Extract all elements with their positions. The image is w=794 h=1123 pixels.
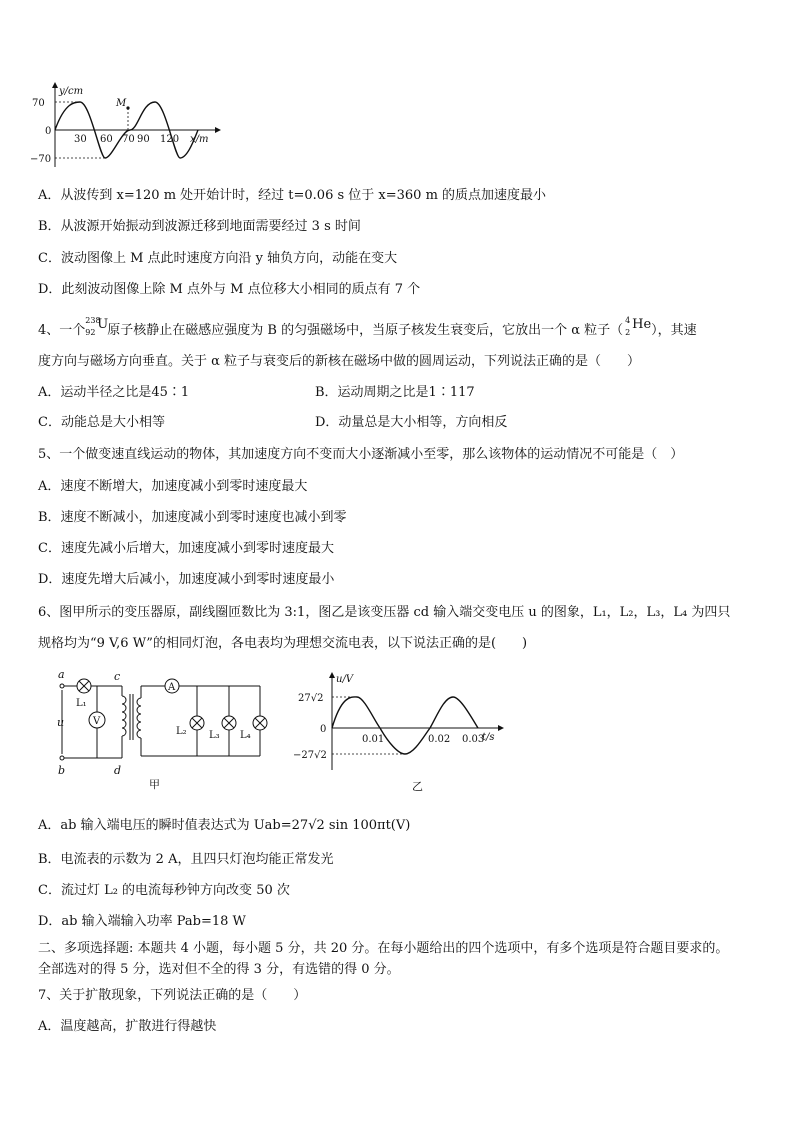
q4-option-d[interactable]: D．动量总是大小相等，方向相反 bbox=[315, 415, 508, 430]
wave-point-m: M bbox=[116, 98, 127, 109]
voltmeter-v: V bbox=[93, 716, 101, 727]
terminal-c: c bbox=[114, 670, 121, 683]
volt-x-003: 0.03 bbox=[462, 734, 485, 745]
voltage-graph bbox=[290, 670, 510, 795]
volt-x-label: t/s bbox=[482, 732, 495, 743]
wave-x-label: x/m bbox=[190, 134, 209, 145]
wave-x-70: 70 bbox=[122, 134, 135, 145]
lamp-l1-label: L₁ bbox=[76, 698, 87, 709]
q6-stem-line1: 6、图甲所示的变压器原，副线圈匝数比为 3:1，图乙是该变压器 cd 输入端交变电压 u 的图象，L₁，L₂，L₃，L₄ 为四只 bbox=[38, 605, 731, 620]
q6-option-c[interactable]: C．流过灯 L₂ 的电流每秒钟方向改变 50 次 bbox=[38, 883, 290, 898]
q5-option-b[interactable]: B．速度不断减小，加速度减小到零时速度也减小到零 bbox=[38, 510, 347, 525]
volt-y-label: u/V bbox=[336, 674, 354, 685]
wave-y-0: 0 bbox=[45, 126, 52, 137]
q3-option-b[interactable]: B．从波源开始振动到波源迁移到地面需要经过 3 s 时间 bbox=[38, 219, 361, 234]
voltage-curve bbox=[332, 697, 478, 754]
volt-x-001: 0.01 bbox=[362, 734, 385, 745]
lamp-l3-label: L₃ bbox=[209, 730, 220, 741]
volt-y-pos: 27√2 bbox=[298, 693, 324, 704]
q5-option-a[interactable]: A．速度不断增大，加速度减小到零时速度最大 bbox=[38, 479, 308, 494]
wave-x-60: 60 bbox=[100, 134, 113, 145]
wave-y-70: 70 bbox=[32, 98, 45, 109]
q4-prefix: 4、一个 bbox=[38, 323, 86, 338]
q3-option-c[interactable]: C．波动图像上 M 点此时速度方向沿 y 轴负方向，动能在变大 bbox=[38, 251, 398, 266]
diagram-caption-jia: 甲 bbox=[149, 778, 160, 791]
uranium-nuclide: 238 92 U bbox=[85, 316, 109, 337]
q7-stem: 7、关于扩散现象，下列说法正确的是（ ） bbox=[38, 988, 307, 1003]
q4-end: ），其速 bbox=[651, 323, 697, 338]
q6-option-d[interactable]: D．ab 输入端输入功率 Pab=18 W bbox=[38, 914, 246, 929]
terminal-a: a bbox=[58, 668, 65, 681]
wave-x-120: 120 bbox=[160, 134, 180, 145]
ammeter-a: A bbox=[168, 682, 176, 693]
wave-y-neg70: −70 bbox=[30, 154, 52, 165]
volt-y-neg: −27√2 bbox=[293, 750, 327, 761]
wave-x-30: 30 bbox=[74, 134, 87, 145]
q6-option-b[interactable]: B．电流表的示数为 2 A，且四只灯泡均能正常发光 bbox=[38, 852, 334, 867]
q3-option-d[interactable]: D．此刻波动图像上除 M 点外与 M 点位移大小相同的质点有 7 个 bbox=[38, 282, 421, 297]
q5-option-c[interactable]: C．速度先减小后增大，加速度减小到零时速度最大 bbox=[38, 541, 334, 556]
lamp-l4-label: L₄ bbox=[240, 730, 251, 741]
q4-mid: 原子核静止在磁感应强度为 B 的匀强磁场中，当原子核发生衰变后，它放出一个 α 粒子（ bbox=[107, 323, 624, 338]
section2-heading-line2: 全部选对的得 5 分，选对但不全的得 3 分，有选错的得 0 分。 bbox=[38, 962, 400, 977]
helium-nuclide: 4 2 He bbox=[625, 316, 652, 337]
q5-option-d[interactable]: D．速度先增大后减小，加速度减小到零时速度最小 bbox=[38, 572, 335, 587]
wave-x-90: 90 bbox=[137, 134, 150, 145]
section2-heading-line1: 二、多项选择题: 本题共 4 小题，每小题 5 分，共 20 分。在每小题给出的四个选项中，有多个选项是符合题目要求的。 bbox=[38, 941, 729, 956]
volt-y-zero: 0 bbox=[320, 724, 327, 735]
q4-option-c[interactable]: C．动能总是大小相等 bbox=[38, 415, 165, 430]
volt-x-002: 0.02 bbox=[428, 734, 451, 745]
q4-stem-line1 bbox=[38, 316, 697, 340]
lamp-l2-label: L₂ bbox=[176, 726, 187, 737]
q4-option-a[interactable]: A．运动半径之比是45∶1 bbox=[38, 385, 190, 400]
diagram-caption-yi: 乙 bbox=[412, 780, 423, 793]
q4-option-b[interactable]: B．运动周期之比是1∶117 bbox=[315, 385, 475, 400]
q3-option-a[interactable]: A．从波传到 x=120 m 处开始计时，经过 t=0.06 s 位于 x=360 m 的质点加速度最小 bbox=[38, 188, 547, 203]
q7-option-a[interactable]: A．温度越高，扩散进行得越快 bbox=[38, 1019, 217, 1034]
q6-stem-line2: 规格均为“9 V,6 W”的相同灯泡，各电表均为理想交流电表，以下说法正确的是( ) bbox=[38, 636, 528, 651]
q5-stem: 5、一个做变速直线运动的物体，其加速度方向不变而大小逐渐减小至零，那么该物体的运动情况不可能是（ ） bbox=[38, 447, 684, 462]
source-u: u bbox=[57, 716, 65, 729]
terminal-d: d bbox=[114, 764, 122, 777]
transformer-circuit bbox=[52, 668, 282, 793]
terminal-b: b bbox=[58, 764, 66, 777]
wave-graph bbox=[30, 82, 220, 172]
wave-y-label: y/cm bbox=[59, 86, 84, 97]
q4-stem-line2: 度方向与磁场方向垂直。关于 α 粒子与衰变后的新核在磁场中做的圆周运动，下列说法正确的是（ ） bbox=[38, 354, 641, 369]
q6-option-a[interactable]: A．ab 输入端电压的瞬时值表达式为 Uab=27√2 sin 100πt(V) bbox=[38, 818, 411, 833]
